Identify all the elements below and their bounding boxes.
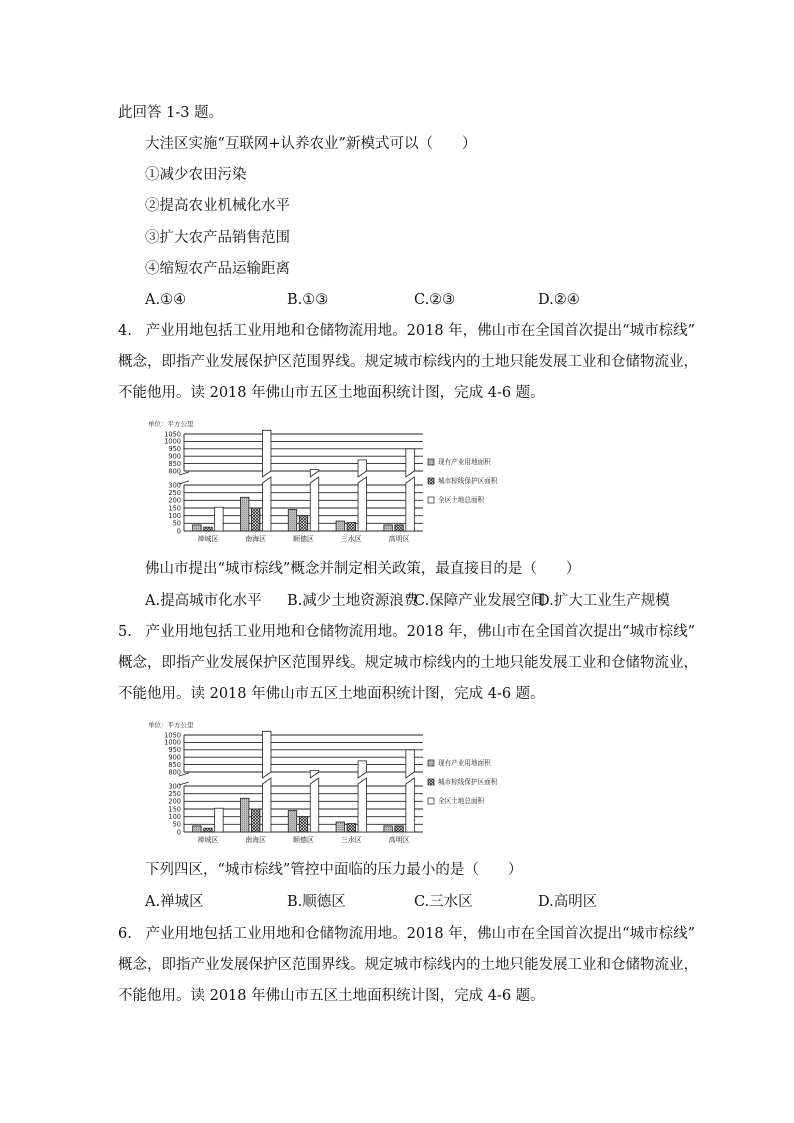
- total-area-bar: [310, 477, 319, 531]
- lower-tick-label: 300: [168, 481, 181, 490]
- total-area-bar: [406, 477, 415, 531]
- lower-tick-label: 100: [168, 812, 181, 821]
- q5-number: 5.: [118, 624, 132, 640]
- q4-option-d[interactable]: D.扩大工业生产规模: [538, 593, 670, 609]
- q3-item-1: ①减少农田污染: [145, 167, 247, 183]
- category-label: 顺德区: [293, 535, 314, 543]
- brownline-protected-bar: [251, 508, 260, 531]
- q6-number: 6.: [118, 926, 132, 942]
- q3-stem: 大洼区实施“互联网+认养农业”新模式可以（ ）: [145, 136, 477, 152]
- chart-unit-label: 单位：平方公里: [148, 420, 194, 428]
- brownline-protected-bar: [395, 525, 404, 531]
- q4-option-a[interactable]: A.提高城市化水平: [145, 593, 262, 609]
- q4-number: 4.: [118, 323, 132, 339]
- q6-passage-line-2: 概念，即指产业发展保护区范围界线。规定城市棕线内的土地只能发展工业和仓储物流业，: [118, 957, 698, 973]
- q3-option-c[interactable]: C.②③: [414, 292, 456, 308]
- upper-tick-label: 850: [168, 760, 181, 769]
- brownline-protected-bar: [299, 817, 308, 832]
- total-area-bar-upper: [406, 750, 415, 778]
- q3-item-3: ③扩大农产品销售范围: [145, 230, 290, 246]
- total-area-bar-upper: [310, 771, 319, 778]
- q4-stem: 佛山市提出“城市棕线”概念并制定相关政策，最直接目的是（ ）: [145, 561, 581, 577]
- existing-industrial-bar: [193, 525, 202, 531]
- total-area-bar: [358, 477, 367, 531]
- total-area-bar-upper: [406, 449, 415, 477]
- brownline-protected-bar: [204, 828, 213, 832]
- upper-tick-label: 800: [168, 768, 181, 777]
- legend-label: 全区土地总面积: [438, 496, 485, 504]
- lower-tick-label: 150: [168, 504, 181, 513]
- q6-passage-line-3: 不能他用。读 2018 年佛山市五区土地面积统计图，完成 4-6 题。: [118, 988, 545, 1004]
- category-label: 高明区: [388, 836, 410, 844]
- total-area-bar: [262, 778, 271, 832]
- total-area-bar-upper: [358, 761, 367, 778]
- q5-passage-line-1: [118, 622, 695, 642]
- q5-passage-line-2: 概念，即指产业发展保护区范围界线。规定城市棕线内的土地只能发展工业和仓储物流业，: [118, 655, 698, 671]
- upper-tick-label: 1050: [164, 731, 181, 740]
- q3-option-a[interactable]: A.①④: [145, 292, 187, 308]
- total-area-bar: [262, 477, 271, 531]
- upper-tick-label: 1000: [164, 437, 181, 446]
- category-label: 南海区: [245, 535, 267, 543]
- land-area-chart: [140, 414, 540, 544]
- lower-tick-label: 250: [168, 789, 181, 798]
- chart-unit-label: 单位：平方公里: [148, 721, 194, 729]
- q3-item-2: ②提高农业机械化水平: [145, 198, 290, 214]
- q5-option-a[interactable]: A.禅城区: [145, 894, 204, 910]
- total-area-bar-upper: [262, 430, 271, 477]
- existing-industrial-bar: [193, 826, 202, 832]
- existing-industrial-bar: [240, 497, 249, 531]
- q5-passage-line-3: 不能他用。读 2018 年佛山市五区土地面积统计图，完成 4-6 题。: [118, 686, 545, 702]
- lower-tick-label: 50: [172, 519, 181, 528]
- category-label: 顺德区: [293, 836, 314, 844]
- upper-tick-label: 1050: [164, 430, 181, 439]
- total-area-bar: [358, 778, 367, 832]
- existing-industrial-bar: [288, 811, 297, 832]
- lower-tick-label: 50: [172, 820, 181, 829]
- existing-industrial-bar: [336, 521, 345, 531]
- q5-passage-text-1: 产业用地包括工业用地和仓储物流用地。2018 年，佛山市在全国首次提出“城市棕线”: [145, 624, 696, 640]
- q6-passage-text-1: 产业用地包括工业用地和仓储物流用地。2018 年，佛山市在全国首次提出“城市棕线”: [145, 926, 696, 942]
- q3-option-b[interactable]: B.①③: [287, 292, 329, 308]
- legend-swatch: [428, 459, 434, 465]
- q5-option-c[interactable]: C.三水区: [414, 894, 473, 910]
- intro-tail: 此回答 1-3 题。: [118, 105, 224, 121]
- q4-passage-line-3: 不能他用。读 2018 年佛山市五区土地面积统计图，完成 4-6 题。: [118, 385, 545, 401]
- existing-industrial-bar: [384, 525, 393, 531]
- total-area-bar: [215, 507, 224, 531]
- total-area-bar-upper: [262, 731, 271, 778]
- q5-stem: 下列四区，“城市棕线”管控中面临的压力最小的是（ ）: [145, 862, 523, 878]
- q6-passage-line-1: [118, 924, 695, 944]
- land-area-chart-repeat: [140, 715, 540, 845]
- existing-industrial-bar: [240, 798, 249, 832]
- total-area-bar-upper: [358, 460, 367, 477]
- legend-label: 城市棕线保护区面积: [438, 778, 498, 786]
- brownline-protected-bar: [204, 527, 213, 531]
- q4-option-b[interactable]: B.减少土地资源浪费: [287, 593, 419, 609]
- upper-tick-label: 900: [168, 753, 181, 762]
- upper-tick-label: 850: [168, 459, 181, 468]
- upper-tick-label: 950: [168, 746, 181, 755]
- category-label: 禅城区: [197, 535, 219, 543]
- category-label: 高明区: [388, 535, 410, 543]
- lower-tick-label: 200: [168, 496, 181, 505]
- lower-tick-label: 150: [168, 805, 181, 814]
- q3-item-4: ④缩短农产品运输距离: [145, 261, 290, 277]
- lower-tick-label: 200: [168, 797, 181, 806]
- brownline-protected-bar: [395, 826, 404, 832]
- total-area-bar: [406, 778, 415, 832]
- existing-industrial-bar: [336, 822, 345, 832]
- q5-option-d[interactable]: D.高明区: [538, 894, 598, 910]
- legend-swatch: [428, 497, 434, 503]
- q4-passage-line-1: [118, 321, 695, 341]
- lower-tick-label: 250: [168, 488, 181, 497]
- legend-swatch: [428, 798, 434, 804]
- legend-swatch: [428, 779, 434, 785]
- brownline-protected-bar: [347, 824, 356, 832]
- legend-swatch: [428, 478, 434, 484]
- q5-option-b[interactable]: B.顺德区: [287, 894, 346, 910]
- q4-passage-line-2: 概念，即指产业发展保护区范围界线。规定城市棕线内的土地只能发展工业和仓储物流业，: [118, 354, 698, 370]
- q3-option-d[interactable]: D.②④: [538, 292, 580, 308]
- upper-tick-label: 900: [168, 452, 181, 461]
- category-label: 禅城区: [197, 836, 219, 844]
- legend-label: 城市棕线保护区面积: [438, 477, 498, 485]
- upper-tick-label: 950: [168, 445, 181, 454]
- legend-label: 现有产业用地面积: [438, 759, 491, 767]
- brownline-protected-bar: [299, 516, 308, 531]
- legend-swatch: [428, 760, 434, 766]
- upper-tick-label: 800: [168, 467, 181, 476]
- total-area-bar: [310, 778, 319, 832]
- q4-option-c[interactable]: C.保障产业发展空间: [414, 593, 546, 609]
- brownline-protected-bar: [347, 523, 356, 531]
- q4-passage-text-1: 产业用地包括工业用地和仓储物流用地。2018 年，佛山市在全国首次提出“城市棕线”: [145, 323, 696, 339]
- category-label: 南海区: [245, 836, 267, 844]
- brownline-protected-bar: [251, 809, 260, 832]
- total-area-bar-upper: [310, 470, 319, 477]
- category-label: 三水区: [340, 535, 362, 543]
- lower-tick-label: 300: [168, 782, 181, 791]
- legend-label: 全区土地总面积: [438, 797, 485, 805]
- category-label: 三水区: [340, 836, 362, 844]
- legend-label: 现有产业用地面积: [438, 458, 491, 466]
- existing-industrial-bar: [288, 510, 297, 531]
- total-area-bar: [215, 808, 224, 832]
- lower-tick-label: 0: [176, 527, 181, 536]
- upper-tick-label: 1000: [164, 738, 181, 747]
- existing-industrial-bar: [384, 826, 393, 832]
- lower-tick-label: 100: [168, 511, 181, 520]
- lower-tick-label: 0: [176, 828, 181, 837]
